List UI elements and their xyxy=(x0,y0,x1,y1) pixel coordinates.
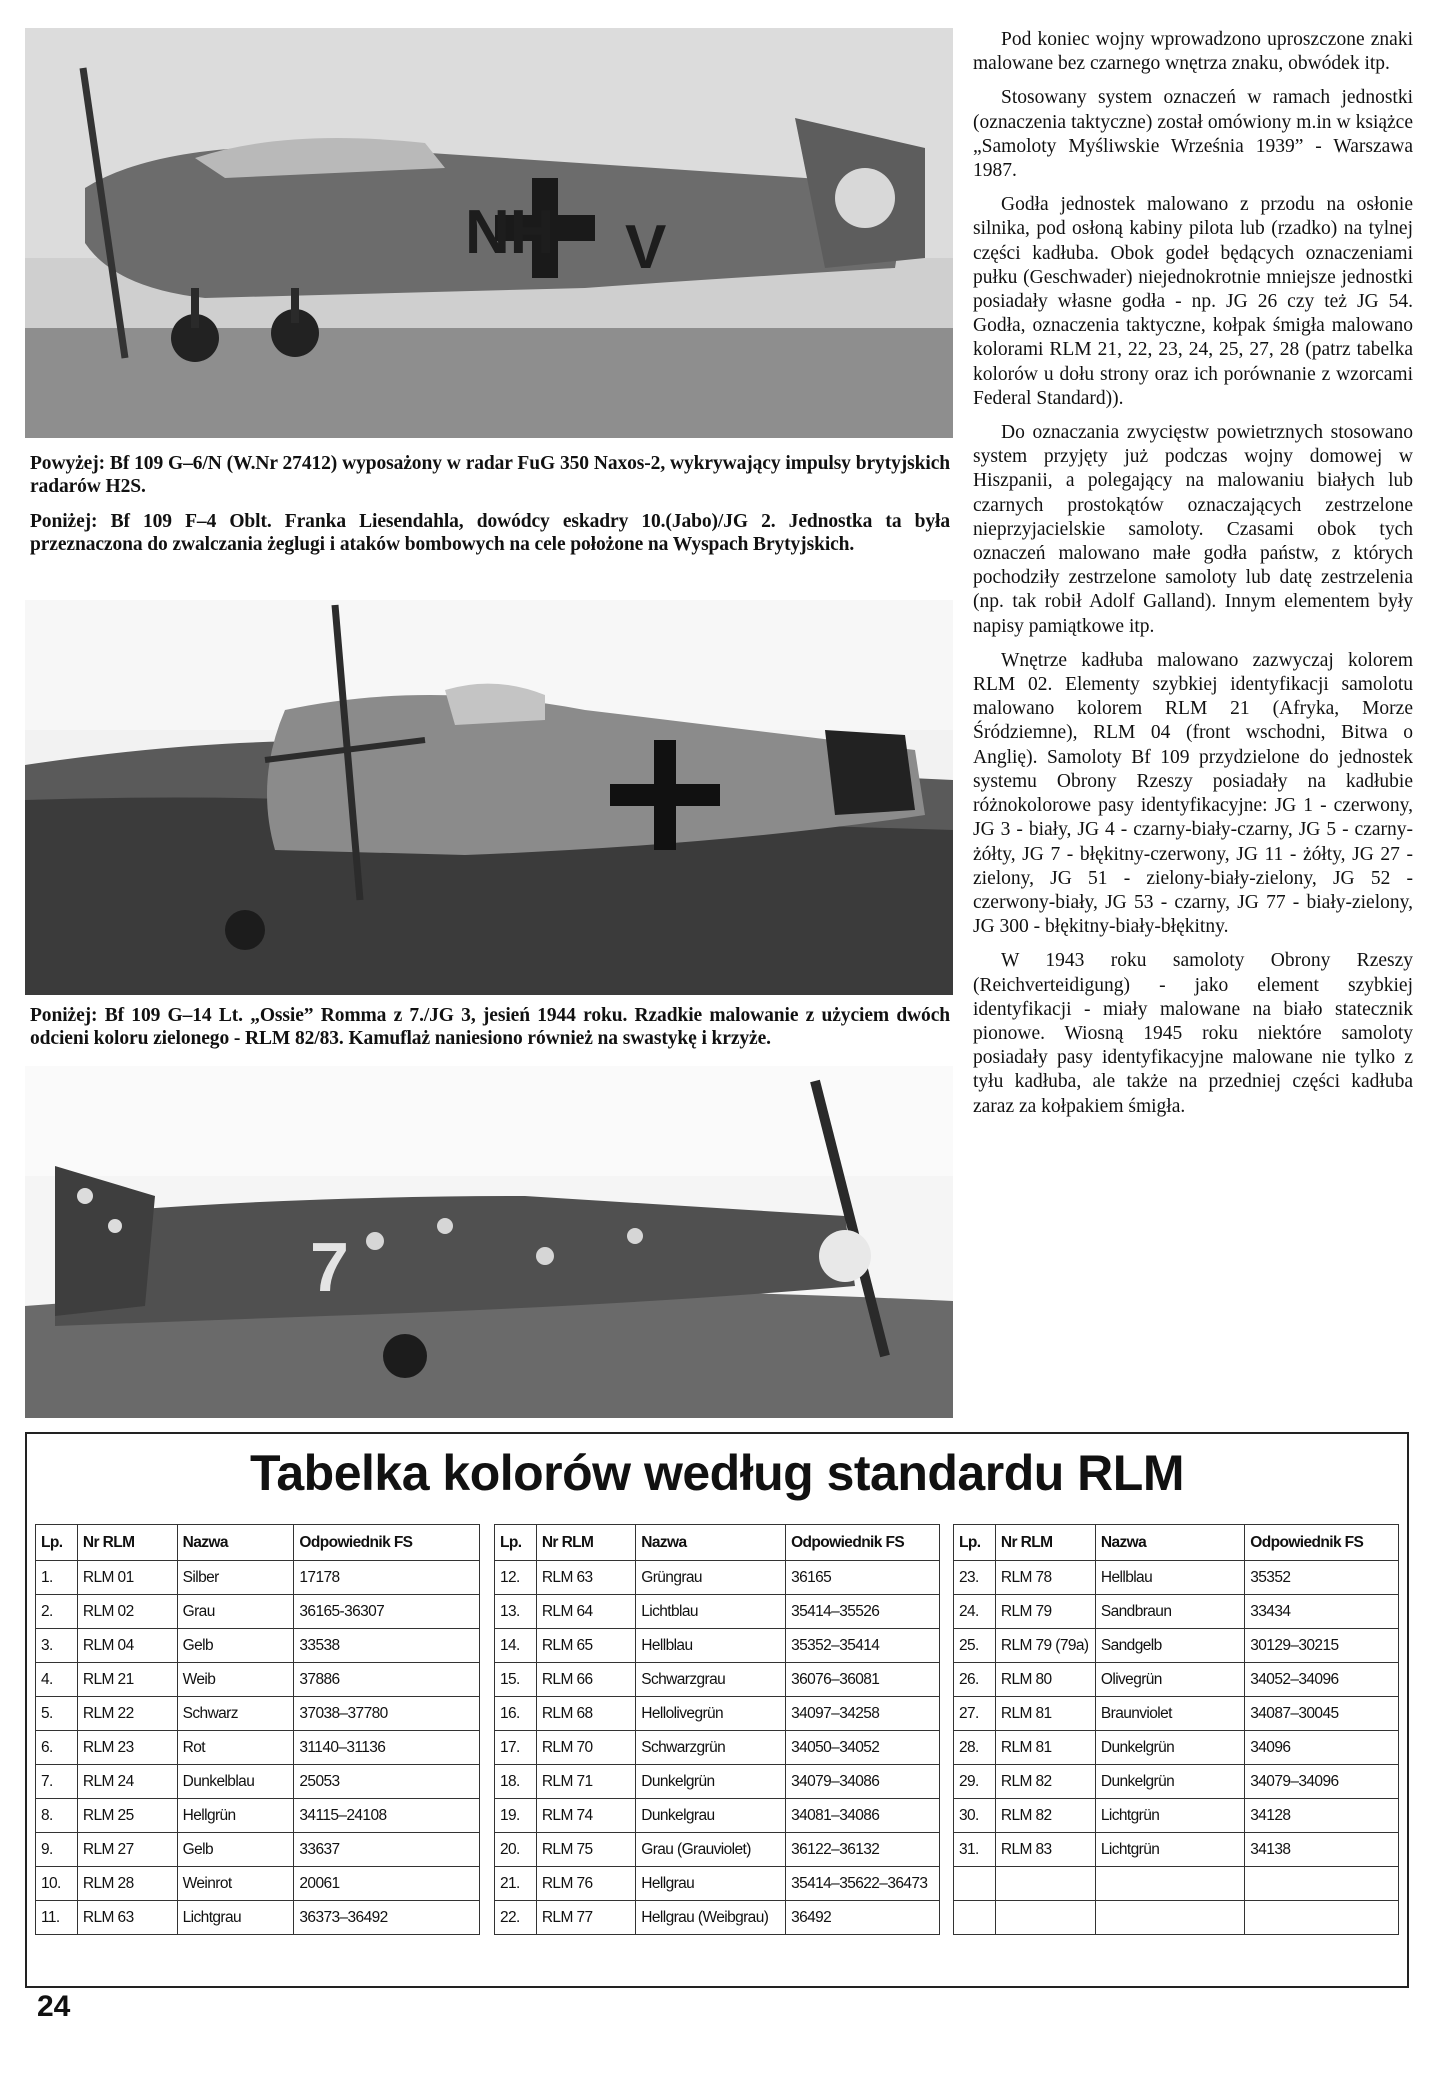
table-header-row xyxy=(36,1525,480,1561)
cell-nazwa: Gelb xyxy=(177,1833,294,1867)
cell-nazwa: Hellgrau (Weibgrau) xyxy=(636,1901,786,1935)
header-nazwa: Nazwa xyxy=(636,1525,786,1561)
cell-nr-rlm: RLM 63 xyxy=(77,1901,177,1935)
cell-nazwa: Hellgrau xyxy=(636,1867,786,1901)
cell-lp xyxy=(954,1901,996,1935)
cell-nazwa: Weinrot xyxy=(177,1867,294,1901)
caption-below-g14: Poniżej: Bf 109 G–14 Lt. „Ossie” Romma z 7./JG 3, jesień 1944 roku. Rzadkie malowanie z użyciem dwóch odcieni koloru zielonego - RLM 82/83. Kamuflaż naniesiono również na swastykę i krzyże. xyxy=(30,1005,950,1049)
cell-fs: 34081–34086 xyxy=(786,1799,940,1833)
cell-nazwa: Dunkelgrau xyxy=(636,1799,786,1833)
cell-lp: 14. xyxy=(495,1629,537,1663)
table-row xyxy=(495,1833,940,1867)
header-fs: Odpowiednik FS xyxy=(786,1525,940,1561)
photo-bf109-g14 xyxy=(25,1066,953,1418)
cell-fs: 34087–30045 xyxy=(1245,1697,1399,1731)
table-row xyxy=(954,1731,1399,1765)
cell-nr-rlm xyxy=(995,1901,1095,1935)
cell-nr-rlm: RLM 04 xyxy=(77,1629,177,1663)
cell-nazwa: Lichtgrün xyxy=(1095,1799,1244,1833)
rlm-table-3 xyxy=(953,1524,1399,1935)
table-title: Tabelka kolorów według standardu RLM xyxy=(250,1445,1184,1501)
cell-fs: 30129–30215 xyxy=(1245,1629,1399,1663)
paragraph-4: Do oznaczania zwycięstw powietrznych stosowano system przyjęty już podczas wojny domowej w Hiszpanii, a polegający na malowaniu białych lub czarnych prostokątów oznaczających zestrzelone nieprzyjacielskie samoloty. Czasami obok tych oznaczeń malowano małe godła państw, z których pochodziły zestrzelone samoloty lub datę zestrzelenia (np. tak robił Adolf Galland). Innym elementem były napisy pamiątkowe itp. xyxy=(973,422,1413,637)
cell-nr-rlm: RLM 24 xyxy=(77,1765,177,1799)
cell-fs: 33538 xyxy=(294,1629,480,1663)
header-fs: Odpowiednik FS xyxy=(294,1525,480,1561)
photo1-code-letters: NH xyxy=(465,198,555,267)
paragraph-1: Pod koniec wojny wprowadzono uproszczone znaki malowane bez czarnego wnętrza znaku, obwódek itp. xyxy=(973,29,1413,75)
cell-nr-rlm: RLM 25 xyxy=(77,1799,177,1833)
table-row xyxy=(954,1867,1399,1901)
cell-nazwa: Hellgrün xyxy=(177,1799,294,1833)
cell-lp: 5. xyxy=(36,1697,78,1731)
cell-lp: 3. xyxy=(36,1629,78,1663)
table-row xyxy=(36,1901,480,1935)
cell-nazwa: Sandbraun xyxy=(1095,1595,1244,1629)
cell-lp: 13. xyxy=(495,1595,537,1629)
cell-nr-rlm: RLM 78 xyxy=(995,1561,1095,1595)
caption-above: Powyżej: Bf 109 G–6/N (W.Nr 27412) wyposażony w radar FuG 350 Naxos-2, wykrywający impulsy brytyjskich radarów H2S. xyxy=(30,453,950,497)
cell-fs: 37886 xyxy=(294,1663,480,1697)
cell-nr-rlm: RLM 82 xyxy=(995,1765,1095,1799)
cell-nazwa: Dunkelgrün xyxy=(1095,1765,1244,1799)
table-row xyxy=(495,1629,940,1663)
cell-nazwa: Hellblau xyxy=(1095,1561,1244,1595)
cell-lp: 27. xyxy=(954,1697,996,1731)
photo-bf109-f4 xyxy=(25,600,953,995)
cell-nazwa: Silber xyxy=(177,1561,294,1595)
cell-fs xyxy=(1245,1867,1399,1901)
cell-lp: 22. xyxy=(495,1901,537,1935)
cell-nazwa: Lichtgrau xyxy=(177,1901,294,1935)
photo-captions-group-2 xyxy=(30,1004,950,1062)
cell-fs: 34096 xyxy=(1245,1731,1399,1765)
page-number: 24 xyxy=(37,1990,71,2023)
cell-fs: 34050–34052 xyxy=(786,1731,940,1765)
table-row xyxy=(495,1595,940,1629)
table-row xyxy=(36,1629,480,1663)
table-row xyxy=(954,1833,1399,1867)
cell-nazwa: Rot xyxy=(177,1731,294,1765)
table-row xyxy=(954,1629,1399,1663)
cell-nr-rlm: RLM 63 xyxy=(536,1561,635,1595)
cell-fs: 25053 xyxy=(294,1765,480,1799)
cell-fs xyxy=(1245,1901,1399,1935)
cell-lp: 30. xyxy=(954,1799,996,1833)
cell-fs: 34079–34096 xyxy=(1245,1765,1399,1799)
cell-nazwa: Olivegrün xyxy=(1095,1663,1244,1697)
table-row xyxy=(954,1561,1399,1595)
cell-lp: 19. xyxy=(495,1799,537,1833)
header-nr-rlm: Nr RLM xyxy=(536,1525,635,1561)
cell-fs: 35414–35622–36473 xyxy=(786,1867,940,1901)
cell-lp: 26. xyxy=(954,1663,996,1697)
cell-lp: 21. xyxy=(495,1867,537,1901)
cell-fs: 34128 xyxy=(1245,1799,1399,1833)
table-row xyxy=(495,1799,940,1833)
cell-lp: 9. xyxy=(36,1833,78,1867)
cell-nr-rlm: RLM 81 xyxy=(995,1731,1095,1765)
cell-nr-rlm: RLM 02 xyxy=(77,1595,177,1629)
cell-nazwa: Schwarzgrau xyxy=(636,1663,786,1697)
cell-nr-rlm: RLM 79 xyxy=(995,1595,1095,1629)
cell-fs: 20061 xyxy=(294,1867,480,1901)
table-row xyxy=(954,1799,1399,1833)
cell-nr-rlm: RLM 22 xyxy=(77,1697,177,1731)
cell-lp: 23. xyxy=(954,1561,996,1595)
cell-nazwa: Dunkelblau xyxy=(177,1765,294,1799)
cell-nr-rlm: RLM 82 xyxy=(995,1799,1095,1833)
cell-nr-rlm: RLM 68 xyxy=(536,1697,635,1731)
cell-nazwa: Grau xyxy=(177,1595,294,1629)
table-row xyxy=(495,1867,940,1901)
header-lp: Lp. xyxy=(954,1525,996,1561)
paragraph-2: Stosowany system oznaczeń w ramach jednostki (oznaczenia taktyczne) został omówiony m.in w książce „Samoloty Myśliwskie Września 1939” - Warszawa 1987. xyxy=(973,87,1413,182)
table-row xyxy=(36,1697,480,1731)
cell-lp: 20. xyxy=(495,1833,537,1867)
table-row xyxy=(495,1765,940,1799)
header-lp: Lp. xyxy=(495,1525,537,1561)
cell-fs: 36076–36081 xyxy=(786,1663,940,1697)
cell-fs: 31140–31136 xyxy=(294,1731,480,1765)
cell-nazwa xyxy=(1095,1901,1244,1935)
cell-lp: 28. xyxy=(954,1731,996,1765)
table-row xyxy=(36,1561,480,1595)
cell-nr-rlm: RLM 70 xyxy=(536,1731,635,1765)
table-row xyxy=(36,1731,480,1765)
cell-nazwa: Lichtblau xyxy=(636,1595,786,1629)
cell-nr-rlm: RLM 65 xyxy=(536,1629,635,1663)
table-row xyxy=(495,1697,940,1731)
cell-nr-rlm: RLM 76 xyxy=(536,1867,635,1901)
cell-nazwa: Hellblau xyxy=(636,1629,786,1663)
cell-lp: 2. xyxy=(36,1595,78,1629)
table-header-row xyxy=(954,1525,1399,1561)
table-row xyxy=(954,1663,1399,1697)
cell-nazwa: Dunkelgrün xyxy=(1095,1731,1244,1765)
cell-nr-rlm: RLM 66 xyxy=(536,1663,635,1697)
cell-nr-rlm: RLM 71 xyxy=(536,1765,635,1799)
cell-lp: 17. xyxy=(495,1731,537,1765)
table-row xyxy=(954,1765,1399,1799)
cell-nr-rlm: RLM 75 xyxy=(536,1833,635,1867)
cell-nazwa: Gelb xyxy=(177,1629,294,1663)
header-nr-rlm: Nr RLM xyxy=(995,1525,1095,1561)
cell-lp: 12. xyxy=(495,1561,537,1595)
cell-nr-rlm: RLM 27 xyxy=(77,1833,177,1867)
cell-nr-rlm: RLM 80 xyxy=(995,1663,1095,1697)
cell-lp: 8. xyxy=(36,1799,78,1833)
cell-fs: 34138 xyxy=(1245,1833,1399,1867)
cell-fs: 36165 xyxy=(786,1561,940,1595)
cell-nr-rlm: RLM 21 xyxy=(77,1663,177,1697)
table-row xyxy=(954,1595,1399,1629)
article-text-column xyxy=(973,28,1413,1129)
photo3-tactical-number: 7 xyxy=(310,1228,349,1306)
cell-nazwa: Schwarz xyxy=(177,1697,294,1731)
cell-nazwa xyxy=(1095,1867,1244,1901)
rlm-table-1-body xyxy=(36,1561,480,1935)
header-nazwa: Nazwa xyxy=(177,1525,294,1561)
table-row xyxy=(495,1901,940,1935)
cell-lp: 31. xyxy=(954,1833,996,1867)
cell-nazwa: Dunkelgrün xyxy=(636,1765,786,1799)
table-row xyxy=(36,1867,480,1901)
cell-fs: 36492 xyxy=(786,1901,940,1935)
photo1-code-letter-v: V xyxy=(625,213,667,282)
cell-nr-rlm: RLM 23 xyxy=(77,1731,177,1765)
cell-lp: 4. xyxy=(36,1663,78,1697)
cell-nazwa: Grau (Grauviolet) xyxy=(636,1833,786,1867)
header-nazwa: Nazwa xyxy=(1095,1525,1244,1561)
cell-fs: 36165-36307 xyxy=(294,1595,480,1629)
paragraph-5: Wnętrze kadłuba malowano zazwyczaj kolorem RLM 02. Elementy szybkiej identyfikacji samolotu malowano kolorem RLM 21 (Afryka, Morze Śródziemne), RLM 04 (front wschodni, Bitwa o Anglię). Samoloty Bf 109 przydzielone do jednostek systemu Obrony Rzeszy posiadały na kadłubie różnokolorowe pasy identyfikacyjne: JG 1 - czerwony, JG 3 - biały, JG 4 - czarny-biały-czarny, JG 5 - czarny-żółty, JG 7 - błękitny-czerwony, JG 11 - żółty, JG 27 - zielony, JG 51 - zielony-biały-zielony, JG 52 - czerwony-biały, JG 53 - czarny, JG 77 - biały-zielony, JG 300 - błękitny-biały-błękitny. xyxy=(973,649,1413,938)
cell-fs: 17178 xyxy=(294,1561,480,1595)
table-row xyxy=(954,1697,1399,1731)
cell-fs: 33434 xyxy=(1245,1595,1399,1629)
cell-lp: 10. xyxy=(36,1867,78,1901)
rlm-table-3-body xyxy=(954,1561,1399,1935)
cell-nazwa: Weib xyxy=(177,1663,294,1697)
cell-lp: 6. xyxy=(36,1731,78,1765)
table-row xyxy=(954,1901,1399,1935)
table-row xyxy=(36,1663,480,1697)
cell-lp: 18. xyxy=(495,1765,537,1799)
cell-fs: 34115–24108 xyxy=(294,1799,480,1833)
cell-lp: 25. xyxy=(954,1629,996,1663)
cell-nr-rlm: RLM 28 xyxy=(77,1867,177,1901)
header-nr-rlm: Nr RLM xyxy=(77,1525,177,1561)
header-fs: Odpowiednik FS xyxy=(1245,1525,1399,1561)
rlm-color-table-box xyxy=(25,1432,1409,1988)
cell-fs: 34097–34258 xyxy=(786,1697,940,1731)
cell-nr-rlm: RLM 79 (79a) xyxy=(995,1629,1095,1663)
cell-fs: 36122–36132 xyxy=(786,1833,940,1867)
rlm-table-2 xyxy=(494,1524,940,1935)
cell-lp: 24. xyxy=(954,1595,996,1629)
paragraph-3: Godła jednostek malowano z przodu na osłonie silnika, pod osłoną kabiny pilota lub (rzadko) na tylnej części kadłuba. Obok godeł będących oznaczeniami pułku (Geschwader) niejednokrotnie mniejsze jednostki posiadały własne godła - np. JG 26 czy też JG 54. Godła, oznaczenia taktyczne, kołpak śmigła malowano kolorami RLM 21, 22, 23, 24, 25, 27, 28 (patrz tabelka kolorów u dołu strony oraz ich porównanie z wzorcami Federal Standard)). xyxy=(973,194,1413,409)
cell-lp: 1. xyxy=(36,1561,78,1595)
table-row xyxy=(36,1765,480,1799)
table-header-row xyxy=(495,1525,940,1561)
cell-nr-rlm xyxy=(995,1867,1095,1901)
cell-fs: 35352 xyxy=(1245,1561,1399,1595)
cell-fs: 35414–35526 xyxy=(786,1595,940,1629)
cell-lp: 29. xyxy=(954,1765,996,1799)
cell-nazwa: Braunviolet xyxy=(1095,1697,1244,1731)
cell-nr-rlm: RLM 74 xyxy=(536,1799,635,1833)
cell-lp: 7. xyxy=(36,1765,78,1799)
cell-nr-rlm: RLM 64 xyxy=(536,1595,635,1629)
rlm-table-2-body xyxy=(495,1561,940,1935)
cell-nazwa: Schwarzgrün xyxy=(636,1731,786,1765)
cell-nr-rlm: RLM 01 xyxy=(77,1561,177,1595)
cell-lp xyxy=(954,1867,996,1901)
table-row xyxy=(495,1663,940,1697)
cell-fs: 33637 xyxy=(294,1833,480,1867)
cell-nr-rlm: RLM 77 xyxy=(536,1901,635,1935)
table-row xyxy=(495,1561,940,1595)
cell-nazwa: Hellolivegrün xyxy=(636,1697,786,1731)
cell-fs: 35352–35414 xyxy=(786,1629,940,1663)
cell-nazwa: Grüngrau xyxy=(636,1561,786,1595)
table-row xyxy=(495,1731,940,1765)
cell-fs: 36373–36492 xyxy=(294,1901,480,1935)
cell-fs: 34079–34086 xyxy=(786,1765,940,1799)
cell-lp: 15. xyxy=(495,1663,537,1697)
cell-fs: 37038–37780 xyxy=(294,1697,480,1731)
cell-lp: 16. xyxy=(495,1697,537,1731)
caption-below-f4: Poniżej: Bf 109 F–4 Oblt. Franka Liesendahla, dowódcy eskadry 10.(Jabo)/JG 2. Jednostka ta była przeznaczona do zwalczania żeglugi i ataków bombowych na cele położone na Wyspach Brytyjskich. xyxy=(30,511,950,555)
table-row xyxy=(36,1595,480,1629)
cell-nr-rlm: RLM 83 xyxy=(995,1833,1095,1867)
rlm-table-1 xyxy=(35,1524,480,1935)
cell-lp: 11. xyxy=(36,1901,78,1935)
table-row xyxy=(36,1799,480,1833)
photo-bf109-g6n xyxy=(25,28,953,438)
photo-captions-group-1 xyxy=(30,452,950,568)
cell-nazwa: Sandgelb xyxy=(1095,1629,1244,1663)
header-lp: Lp. xyxy=(36,1525,78,1561)
table-row xyxy=(36,1833,480,1867)
paragraph-6: W 1943 roku samoloty Obrony Rzeszy (Reichverteidigung) - jako element szybkiej identyfikacji - miały malowane na biało statecznik pionowe. Wiosną 1945 roku niektóre samoloty posiadały pasy identyfikacyjne malowane nie tylko z tyłu kadłuba, ale także na przedniej części kadłuba zaraz za kołpakiem śmigła. xyxy=(973,950,1413,1117)
cell-fs: 34052–34096 xyxy=(1245,1663,1399,1697)
cell-nr-rlm: RLM 81 xyxy=(995,1697,1095,1731)
cell-nazwa: Lichtgrün xyxy=(1095,1833,1244,1867)
